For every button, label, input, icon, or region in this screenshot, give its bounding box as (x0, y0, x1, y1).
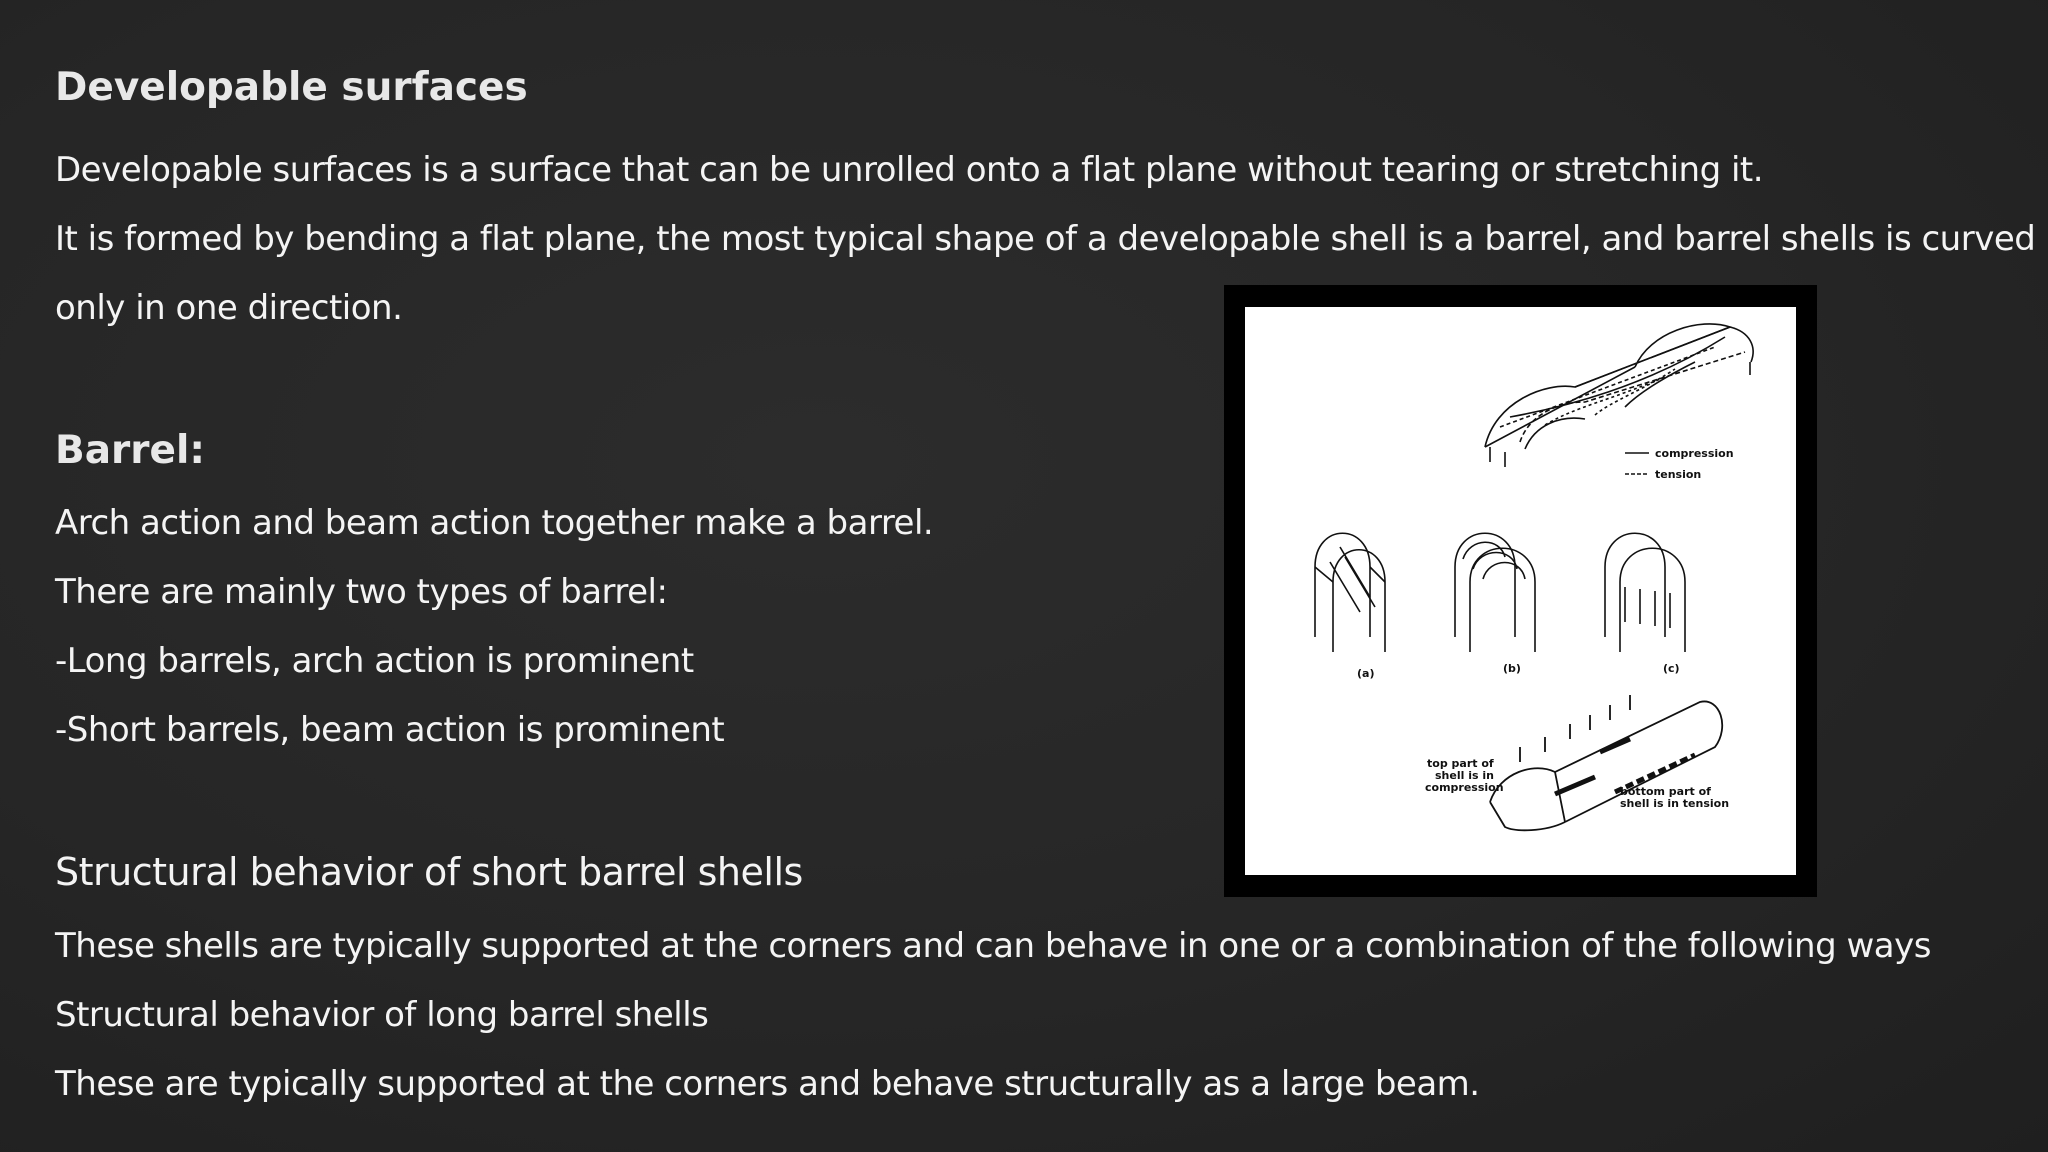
label-b: (b) (1503, 662, 1521, 675)
svg-text:compression: compression (1425, 781, 1504, 794)
barrel-line-1: Arch action and beam action together make a barrel. (55, 503, 934, 543)
section-title: Developable surfaces (55, 65, 528, 110)
section-line-1: Developable surfaces is a surface that can be unrolled onto a flat plane without tearing or stretching it. (55, 150, 1764, 190)
legend-compression-label: compression (1655, 447, 1734, 460)
barrel-shell-figure (1224, 285, 1817, 897)
svg-text:shell is in: shell is in (1435, 769, 1494, 782)
arch-figures (1315, 533, 1685, 652)
barrel-line-2: There are mainly two types of barrel: (55, 572, 668, 612)
barrel-shell-diagram (1245, 307, 1796, 875)
bottom-tension-note (1620, 785, 1729, 810)
barrel-line-4: -Short barrels, beam action is prominent (55, 710, 725, 750)
label-c: (c) (1663, 662, 1680, 675)
barrel-title: Barrel: (55, 428, 205, 473)
structural-line-1: These shells are typically supported at the corners and can behave in one or a combination of the following ways (55, 926, 1931, 966)
structural-line-3: These are typically supported at the corners and behave structurally as a large beam. (55, 1064, 1480, 1104)
top-compression-note (1425, 757, 1504, 794)
figure-canvas (1245, 307, 1796, 875)
structural-line-2: Structural behavior of long barrel shells (55, 995, 709, 1035)
legend-tension-label: tension (1655, 468, 1702, 481)
svg-text:bottom part of: bottom part of (1620, 785, 1711, 798)
top-barrel-outline (1485, 324, 1730, 447)
svg-text:shell is in tension: shell is in tension (1620, 797, 1730, 810)
section-line-3: only in one direction. (55, 288, 403, 328)
barrel-line-3: -Long barrels, arch action is prominent (55, 641, 694, 681)
section-line-2: It is formed by bending a flat plane, the most typical shape of a developable shell is a barrel, and barrel shells is curved (55, 219, 2036, 259)
label-a: (a) (1357, 667, 1375, 680)
structural-subtitle: Structural behavior of short barrel shells (55, 850, 803, 894)
svg-text:top part of: top part of (1427, 757, 1494, 770)
